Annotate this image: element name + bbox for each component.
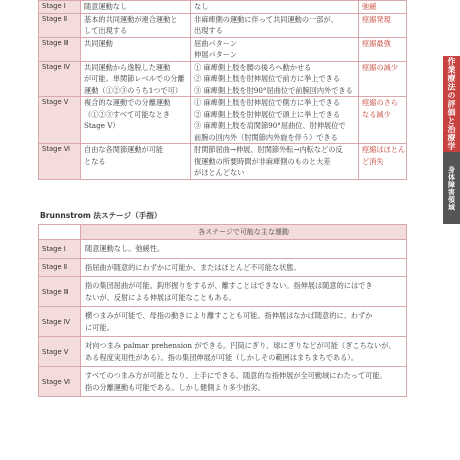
cell-line: 運動（①②③のうち1つで可）	[84, 85, 183, 95]
hand-motion-cell	[81, 337, 407, 367]
stage-label: Stage Ⅱ	[39, 258, 81, 277]
cell-line: 指の集団屈曲が可能。鈎形握りをするが、離すことはできない。指伸展は随意的にはでき	[85, 281, 373, 290]
stage-label: Stage Ⅳ	[39, 307, 81, 337]
cell-line: となる	[84, 156, 106, 166]
upper-col1-cell	[81, 144, 191, 180]
cell-line: すべてのつまみ方が可能となり、上手にできる。随意的な指伸展が全可動域にわたって可能。	[85, 371, 387, 380]
hand-table-header: 各ステージで可能な主な運動	[81, 225, 407, 240]
upper-col1-cell	[81, 13, 191, 37]
upper-table-row	[39, 37, 407, 61]
upper-col3-cell	[359, 97, 407, 144]
upper-table-row	[39, 144, 407, 180]
cell-line: 痙縮はほとん	[362, 145, 406, 154]
stage-label: Stage Ⅲ	[39, 277, 81, 307]
cell-line: 痙縮の減少	[362, 62, 398, 72]
stage-label: Stage Ⅰ	[39, 240, 81, 259]
hand-motion-cell	[81, 277, 407, 307]
cell-line: （①②③すべて可能なとき	[84, 109, 171, 119]
cell-line: ② 麻痺側上肢を肘伸展位で前方に挙上できる	[194, 74, 341, 83]
cell-line: 横つまみが可能で、母指の動きにより離すことも可能。指伸展はなかば随意的に、わずか	[85, 311, 373, 320]
cell-line: ② 麻痺側上肢を肘伸展位で頭上に挙上できる	[194, 109, 341, 119]
upper-table-row	[39, 61, 407, 97]
cell-line: 非麻痺側の運動に伴って共同運動の一部が、	[194, 14, 338, 24]
hand-motion-cell	[81, 307, 407, 337]
cell-line: ないが、反射による伸展は可能なこともある。	[85, 292, 236, 302]
cell-line: がほとんどない	[194, 168, 245, 177]
stage-label: Stage Ⅵ	[39, 144, 81, 180]
cell-line: なし	[194, 2, 209, 11]
upper-table-row	[39, 1, 407, 14]
cell-line: 随意運動なし	[84, 2, 128, 11]
upper-table-row	[39, 13, 407, 37]
cell-line: 基本的共同運動が連合運動と	[84, 14, 178, 24]
upper-col1-cell	[81, 1, 191, 14]
upper-col3-cell	[359, 61, 407, 97]
cell-line: に可能。	[85, 322, 114, 332]
upper-col2-cell	[191, 61, 359, 97]
cell-line: 複合的な運動での分離運動	[84, 98, 171, 107]
cell-line: ③ 麻痺側上肢を肘90°屈曲位で前腕回内外できる	[194, 85, 353, 95]
header-blank-cell	[39, 225, 81, 240]
cell-line: して出現する	[84, 26, 128, 35]
cell-line: 指屈曲が随意的にわずかに可能か、またはほとんど不可能な状態。	[85, 262, 301, 272]
cell-line: ① 麻痺側上肢を肘伸展位で側方に挙上できる	[194, 98, 341, 107]
cell-line: 屈曲パターン	[194, 38, 237, 48]
upper-col3-cell	[359, 37, 407, 61]
upper-table-row	[39, 97, 407, 144]
cell-line: 痙縮のさら	[362, 98, 398, 107]
cell-line: 弛緩	[362, 2, 377, 11]
cell-line: 痙縮発現	[362, 14, 391, 24]
upper-col2-cell	[191, 37, 359, 61]
cell-line: 共同運動	[84, 38, 113, 48]
stage-label: Stage Ⅲ	[39, 37, 81, 61]
hand-section-title: Brunnstrom 法ステージ（手指）	[40, 211, 162, 220]
chapter-side-tab	[443, 56, 460, 152]
cell-line: Stage Ⅴ）	[84, 121, 120, 130]
cell-line: ③ 麻痺側上肢を肩関節90°屈曲位、肘伸展位で	[194, 121, 346, 130]
upper-col3-cell	[359, 144, 407, 180]
cell-line: なる減少	[362, 109, 391, 119]
upper-col3-cell	[359, 1, 407, 14]
cell-line: 痙縮最強	[362, 38, 391, 48]
cell-line: 伸展パターン	[194, 50, 237, 59]
upper-col3-cell	[359, 13, 407, 37]
hand-table-header-row	[39, 225, 407, 240]
upper-col1-cell	[81, 97, 191, 144]
cell-line: 肘関節屈曲→伸展、肘関節外転→内転などの反	[194, 145, 343, 154]
hand-motion-cell	[81, 367, 407, 397]
cell-line: ① 麻痺側上肢を腰の後ろへ動かせる	[194, 62, 312, 72]
upper-col2-cell	[191, 144, 359, 180]
cell-line: 自由な各関節運動が可能	[84, 145, 164, 154]
hand-table-row	[39, 240, 407, 259]
cell-line: 指の分離運動も可能である。しかし健側より多少拙劣。	[85, 382, 265, 392]
hand-table-row	[39, 258, 407, 277]
stage-label: Stage Ⅳ	[39, 61, 81, 97]
cell-line: が可能。単関節レベルでの分離	[84, 74, 185, 83]
hand-table-row	[39, 367, 407, 397]
hand-table-row	[39, 307, 407, 337]
upper-col1-cell	[81, 61, 191, 97]
hand-motion-cell	[81, 258, 407, 277]
hand-table-row	[39, 277, 407, 307]
cell-line: 出現する	[194, 26, 223, 35]
cell-line: 前腕の回内外（肘関節内外旋を伴う）できる	[194, 132, 338, 142]
upper-col2-cell	[191, 13, 359, 37]
cell-line: ある程度実用性がある）。指の集団伸展が可能（しかしその範囲はまちまちである）。	[85, 352, 359, 362]
cell-line: 随意運動なし。弛緩性。	[85, 244, 165, 253]
stage-label: Stage Ⅵ	[39, 367, 81, 397]
hand-motion-cell	[81, 240, 407, 259]
cell-line: 共同運動から逸脱した運動	[84, 62, 171, 72]
upper-stage-table	[38, 0, 407, 180]
hand-stage-table	[38, 224, 407, 397]
cell-line: ど消失	[362, 156, 384, 166]
stage-label: Stage Ⅱ	[39, 13, 81, 37]
section-side-tab	[443, 152, 460, 224]
cell-line: 対向つまみ palmar prehension ができる。円筒にぎり、球にぎりなどが可能（ぎこちないが、	[85, 341, 396, 350]
upper-col2-cell	[191, 97, 359, 144]
stage-label: Stage Ⅴ	[39, 97, 81, 144]
section-side-tab-label: 身体障害領域	[447, 165, 456, 211]
cell-line: 復運動の所要時間が非麻痺側のものと大差	[194, 156, 331, 166]
stage-label: Stage Ⅴ	[39, 337, 81, 367]
chapter-side-tab-label: 作業療法の評価と治療学	[447, 57, 456, 151]
upper-col2-cell	[191, 1, 359, 14]
upper-col1-cell	[81, 37, 191, 61]
stage-label: Stage Ⅰ	[39, 1, 81, 14]
hand-table-row	[39, 337, 407, 367]
